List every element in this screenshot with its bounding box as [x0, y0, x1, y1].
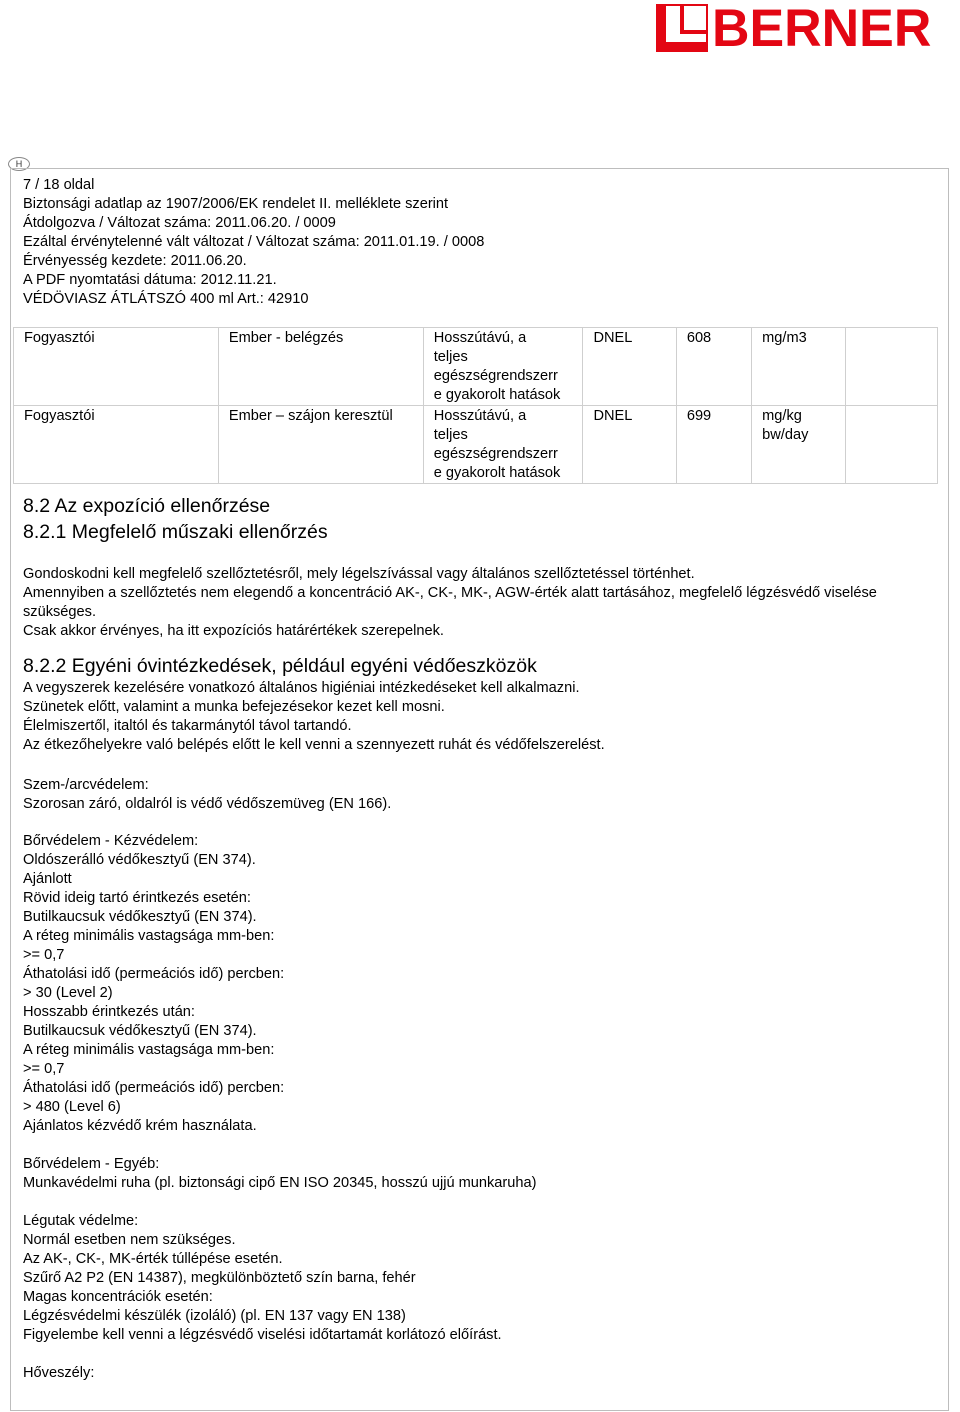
- revision-line: Átdolgozva / Változat száma: 2011.06.20. / 0009: [23, 215, 336, 231]
- effect-line: teljes: [433, 427, 468, 443]
- paragraph: A réteg minimális vastagsága mm-ben:: [23, 1042, 275, 1058]
- block-title: Hőveszély:: [23, 1365, 95, 1381]
- table-row: [14, 328, 938, 406]
- dnel-table: [13, 327, 938, 484]
- language-badge: H: [8, 157, 30, 171]
- table-cell-extra: [845, 406, 937, 484]
- paragraph: Oldószerálló védőkesztyű (EN 374).: [23, 852, 256, 868]
- table-cell-effect: [423, 406, 583, 484]
- paragraph: A réteg minimális vastagsága mm-ben:: [23, 928, 275, 944]
- table-cell-effect: [423, 328, 583, 406]
- berner-logo-text: BERNER: [712, 0, 932, 58]
- section-heading-8-2-1: 8.2.1 Megfelelő műszaki ellenőrzés: [23, 521, 328, 543]
- paragraph: Butilkaucsuk védőkesztyű (EN 374).: [23, 909, 257, 925]
- paragraph: Szünetek előtt, valamint a munka befejezésekor kezet kell mosni.: [23, 699, 445, 715]
- table-cell-route: Ember – szájon keresztül: [218, 406, 423, 484]
- regulation-line: Biztonsági adatlap az 1907/2006/EK rendelet II. melléklete szerint: [23, 196, 449, 212]
- table-cell-type: DNEL: [583, 328, 676, 406]
- paragraph: Szorosan záró, oldalról is védő védőszemüveg (EN 166).: [23, 796, 392, 812]
- table-cell-extra: [845, 328, 937, 406]
- eye-protection-block: [23, 776, 938, 814]
- table-cell-type: DNEL: [583, 406, 676, 484]
- berner-logo-mark: [656, 4, 708, 52]
- paragraph: Áthatolási idő (permeációs idő) percben:: [23, 966, 285, 982]
- paragraph: Normál esetben nem szükséges.: [23, 1232, 236, 1248]
- effect-line: Hosszútávú, a: [433, 330, 527, 346]
- paragraph: Hosszabb érintkezés után:: [23, 1004, 195, 1020]
- paragraph: Butilkaucsuk védőkesztyű (EN 374).: [23, 1023, 257, 1039]
- effect-line: teljes: [433, 349, 468, 365]
- product-line: VÉDÖVIASZ ÁTLÁTSZÓ 400 ml Art.: 42910: [23, 291, 309, 307]
- paragraph: Rövid ideig tartó érintkezés esetén:: [23, 890, 251, 906]
- replaced-version-line: Ezáltal érvénytelenné vált változat / Változat száma: 2011.01.19. / 0008: [23, 234, 485, 250]
- table-cell-group: Fogyasztói: [14, 406, 219, 484]
- engineering-controls-text: [23, 565, 938, 641]
- paragraph: >= 0,7: [23, 1061, 65, 1077]
- paragraph: Az AK-, CK-, MK-érték túllépése esetén.: [23, 1251, 283, 1267]
- hygiene-measures-text: [23, 679, 938, 755]
- paragraph: Élelmiszertől, italtól és takarmánytól távol tartandó.: [23, 718, 352, 734]
- block-title: Bőrvédelem - Egyéb:: [23, 1156, 160, 1172]
- paragraph: >= 0,7: [23, 947, 65, 963]
- skin-other-block: [23, 1155, 938, 1193]
- table-cell-unit: mg/kg bw/day: [752, 406, 845, 484]
- table-cell-group: Fogyasztói: [14, 328, 219, 406]
- section-heading-8-2-2: 8.2.2 Egyéni óvintézkedések, például egyéni védőeszközök: [23, 655, 537, 677]
- paragraph: > 480 (Level 6): [23, 1099, 121, 1115]
- paragraph: Csak akkor érvényes, ha itt expozíciós határértékek szerepelnek.: [23, 623, 444, 639]
- paragraph: Munkavédelmi ruha (pl. biztonsági cipő EN ISO 20345, hosszú ujjú munkaruha): [23, 1175, 537, 1191]
- paragraph: > 30 (Level 2): [23, 985, 113, 1001]
- block-title: Bőrvédelem - Kézvédelem:: [23, 833, 199, 849]
- paragraph: Szűrő A2 P2 (EN 14387), megkülönböztető szín barna, fehér: [23, 1270, 416, 1286]
- table-cell-value: 608: [676, 328, 751, 406]
- document-header: [23, 176, 484, 309]
- page-number: 7 / 18 oldal: [23, 177, 95, 193]
- paragraph: Ajánlatos kézvédő krém használata.: [23, 1118, 257, 1134]
- valid-from-line: Érvényesség kezdete: 2011.06.20.: [23, 253, 247, 269]
- table-row: [14, 406, 938, 484]
- table-cell-value: 699: [676, 406, 751, 484]
- paragraph: Amennyiben a szellőztetés nem elegendő a koncentráció AK-, CK-, MK-, AGW-érték alatt tartásához, megfelelő légzésvédő viselése szükséges.: [23, 585, 877, 620]
- effect-line: e gyakorolt hatások: [433, 465, 561, 481]
- paragraph: Légzésvédelmi készülék (izoláló) (pl. EN 137 vagy EN 138): [23, 1308, 406, 1324]
- effect-line: egészségrendszerr: [433, 446, 558, 462]
- paragraph: Ajánlott: [23, 871, 72, 887]
- berner-logo: [656, 0, 958, 58]
- respiratory-protection-block: [23, 1212, 938, 1345]
- block-title: Légutak védelme:: [23, 1213, 139, 1229]
- thermal-hazard-block: [23, 1364, 938, 1383]
- table-cell-route: Ember - belégzés: [218, 328, 423, 406]
- effect-line: Hosszútávú, a: [433, 408, 527, 424]
- pdf-date-line: A PDF nyomtatási dátuma: 2012.11.21.: [23, 272, 277, 288]
- paragraph: Az étkezőhelyekre való belépés előtt le kell venni a szennyezett ruhát és védőfelszerelést.: [23, 737, 605, 753]
- paragraph: Magas koncentrációk esetén:: [23, 1289, 213, 1305]
- hand-protection-block: [23, 832, 938, 1136]
- section-heading-8-2: 8.2 Az expozíció ellenőrzése: [23, 495, 271, 517]
- paragraph: Áthatolási idő (permeációs idő) percben:: [23, 1080, 285, 1096]
- paragraph: Gondoskodni kell megfelelő szellőztetésről, mely légelszívással vagy általános szellőztetéssel történhet.: [23, 566, 695, 582]
- paragraph: A vegyszerek kezelésére vonatkozó általános higiéniai intézkedéseket kell alkalmazni.: [23, 680, 580, 696]
- effect-line: e gyakorolt hatások: [433, 387, 561, 403]
- paragraph: Figyelembe kell venni a légzésvédő viselési időtartamát korlátozó előírást.: [23, 1327, 502, 1343]
- table-cell-unit: mg/m3: [752, 328, 845, 406]
- block-title: Szem-/arcvédelem:: [23, 777, 149, 793]
- effect-line: egészségrendszerr: [433, 368, 558, 384]
